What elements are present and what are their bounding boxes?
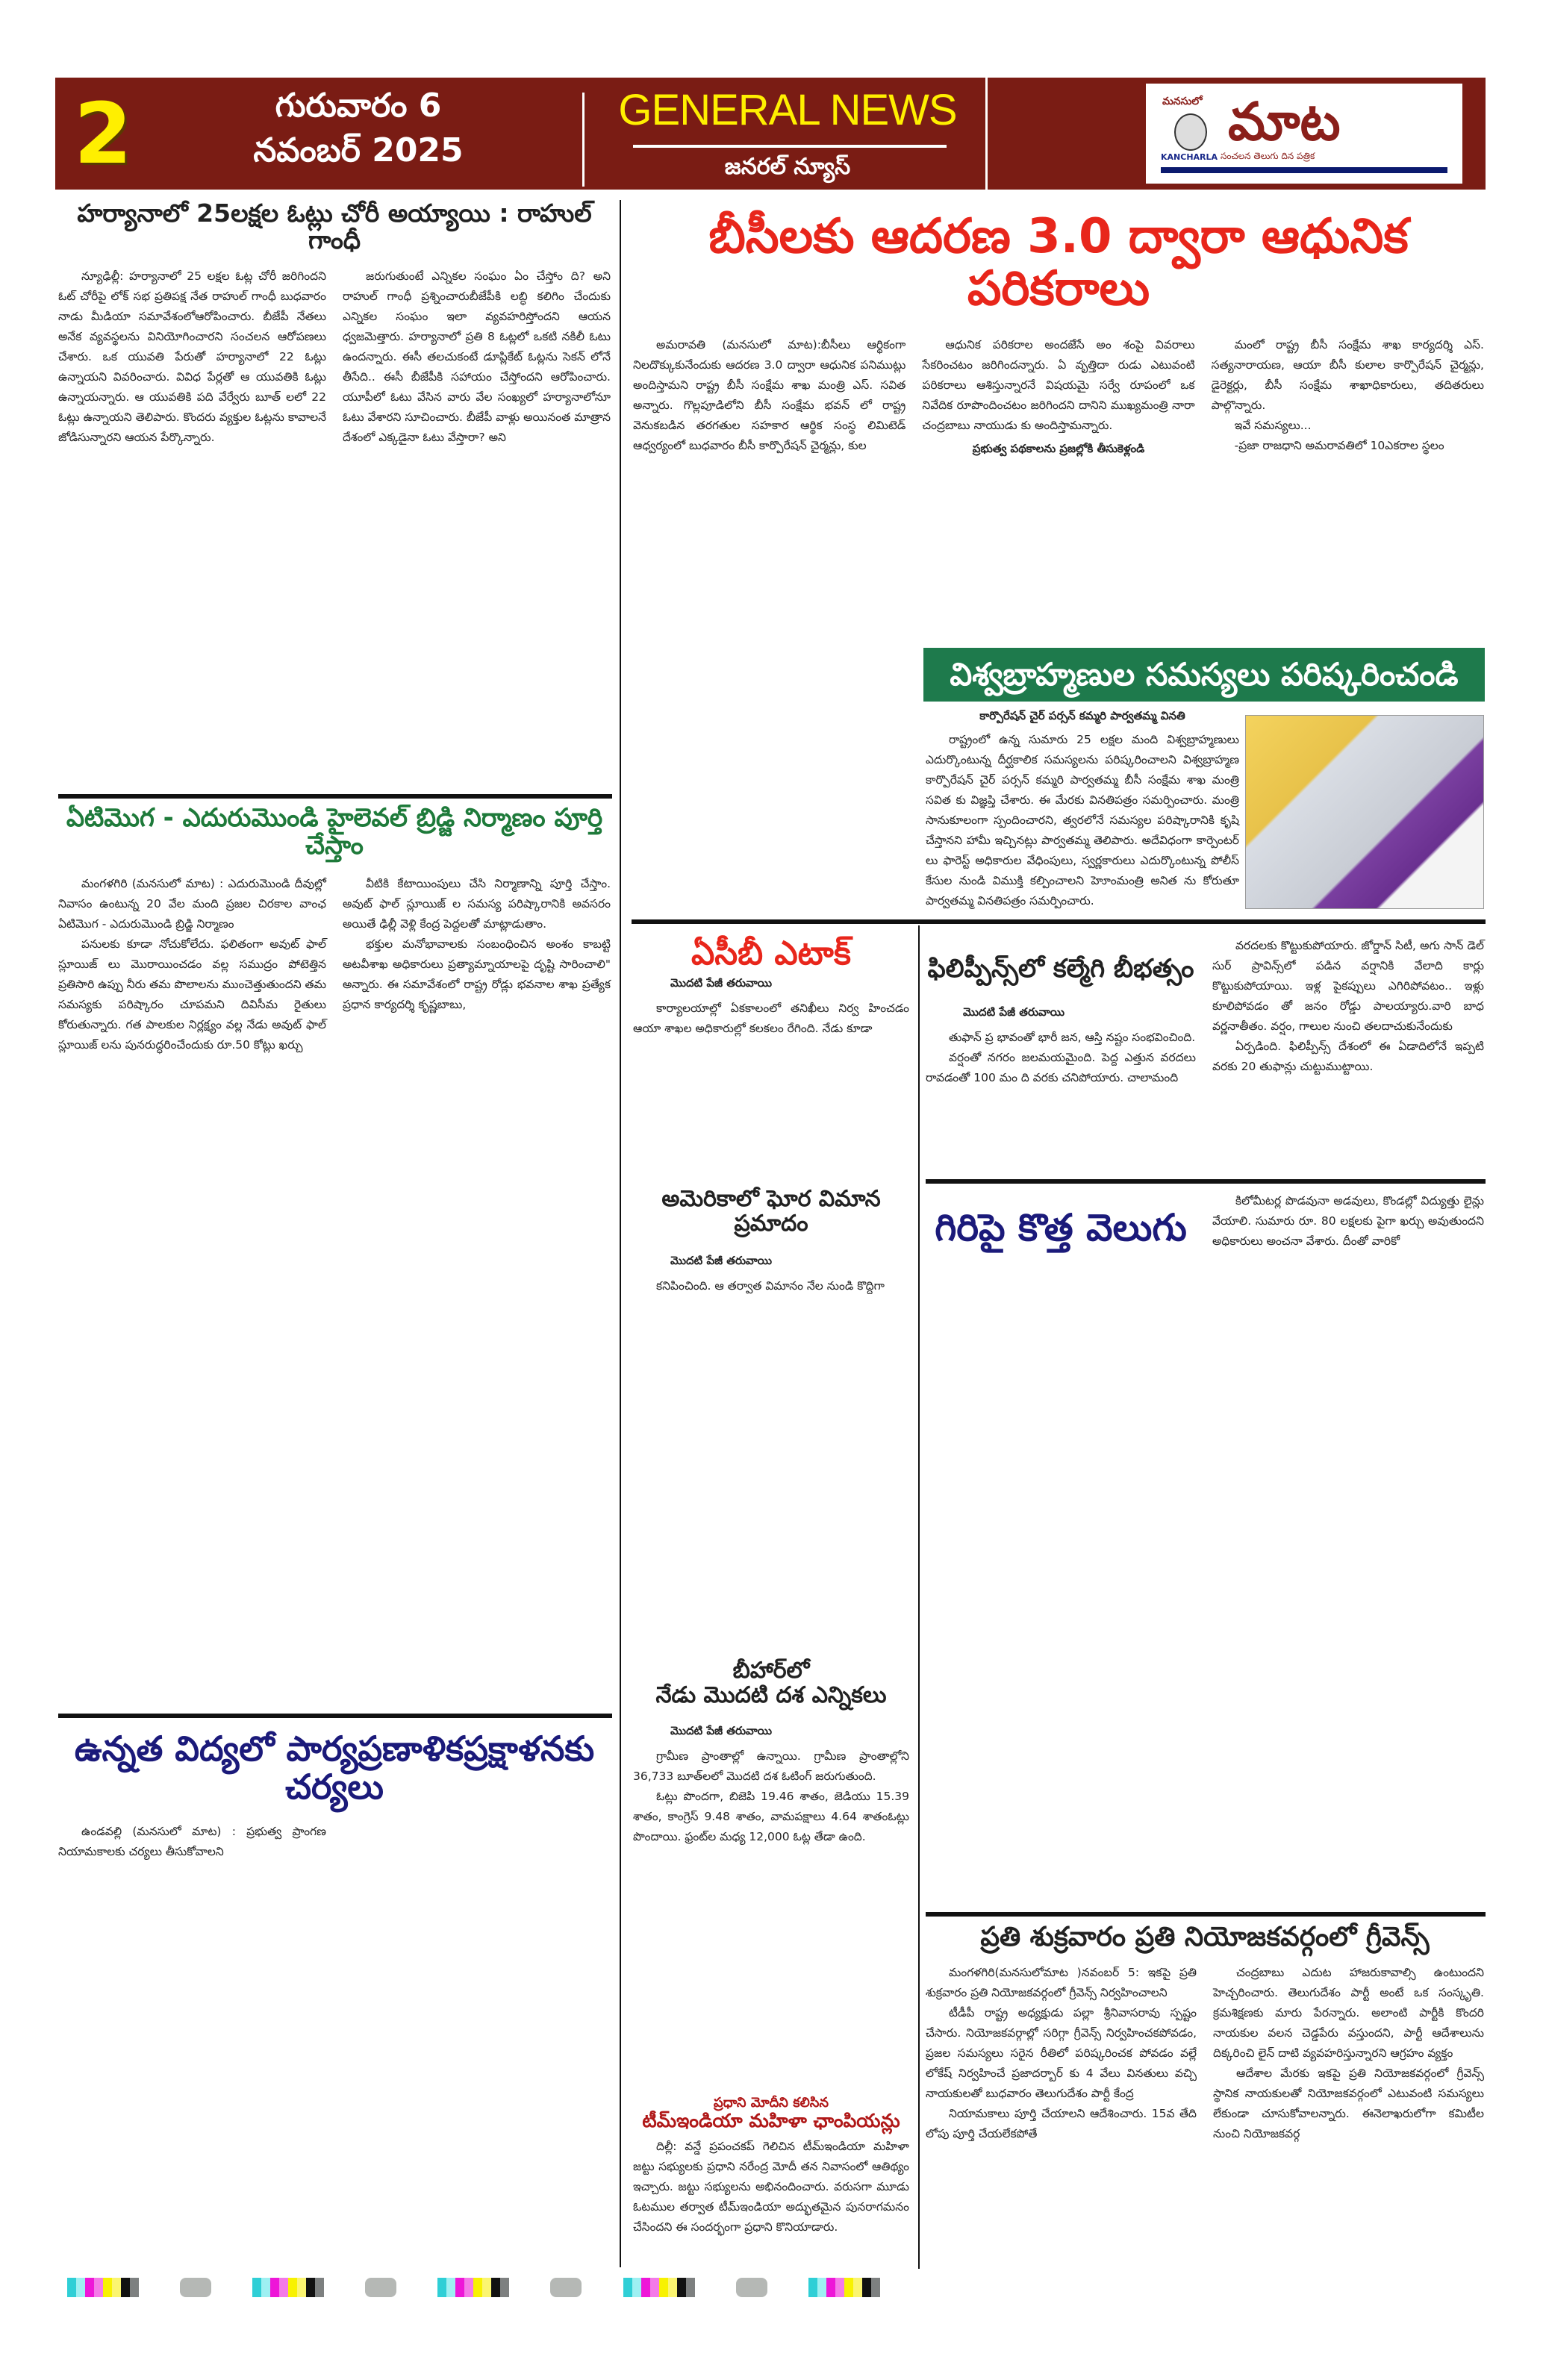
- article-america: [633, 1187, 909, 1296]
- paragraph: భక్తుల మనోభావాలకు సంబంధించిన అంశం కాబట్టి అటవీశాఖ అధికారులు ప్రత్యామ్నాయాలపై దృష్టి సారించాలి" అన్నారు. ఈ సమావేశంలో రాష్ట్ర రోడ్లు భవనాల శాఖ ప్రత్యేక ప్రధాన కార్యదర్శి కృష్ణబాబు,: [343, 937, 611, 1011]
- article-vishwabrahmin: [926, 706, 1239, 911]
- headline: హర్యానాలో 25లక్షల ఓట్లు చోరీ అయ్యాయి : రాహుల్ గాంధీ: [77, 199, 592, 255]
- paragraph: కనిపించింది. ఆ తర్వాత విమానం నేల నుండి కొద్దిగా: [656, 1279, 885, 1293]
- article-bridge: [58, 805, 611, 1755]
- kicker: మొదటి పేజీ తరువాయి: [670, 976, 773, 990]
- headline: బీహార్‌లో: [732, 1658, 810, 1684]
- article-acb: [633, 936, 909, 1039]
- headline: గిరిపై కొత్త వెలుగు: [935, 1206, 1187, 1249]
- date-month-year: నవంబర్ 2025: [253, 131, 464, 169]
- paragraph: గ్రామీణ ప్రాంతాల్లో ఉన్నాయి. గ్రామీణ ప్రాంతాల్లోని 36,733 బూత్‌లలో మొదటి దశ ఓటింగ్ జరుగుతుంది.: [633, 1749, 909, 1783]
- article-adarana: [633, 210, 1484, 678]
- section-rule: [58, 1714, 612, 1718]
- logo-bar: [1161, 167, 1447, 173]
- headline: ఫిలిప్పీన్స్‌లో కల్మేగి బీభత్సం: [927, 954, 1194, 984]
- article-body: [633, 1276, 909, 1296]
- article-bihar: [633, 1658, 909, 1847]
- news-photo: [1245, 715, 1484, 909]
- paragraph: మంలో రాష్ట్ర బీసీ సంక్షేమ శాఖ కార్యదర్శి ఎస్. సత్యనారాయణ, ఆయా బీసీ కులాల కార్పొరేషన్ చైర్మన్లు, డైరెక్టర్లు, బీసీ సంక్షేమ శాఖాధికారులు, తదితరులు పాల్గొన్నారు.: [1211, 337, 1484, 412]
- paragraph: -ప్రజా రాజధాని అమరావతిలో 10ఎకరాల స్థలం: [1234, 438, 1444, 452]
- article-body: [58, 874, 611, 1755]
- article-body: [926, 1963, 1484, 2284]
- paragraph: ఏర్పడింది. ఫిలిప్పీన్స్ దేశంలో ఈ ఏడాదిలోనే ఇప్పటి వరకు 20 తుఫాన్లు చుట్టుముట్టాయి.: [1212, 1040, 1484, 1073]
- headline-kicker: ప్రధాని మోదీని కలిసిన: [713, 2095, 829, 2111]
- article-body: [1212, 936, 1484, 1088]
- section-rule: [632, 919, 1486, 924]
- article-body: [926, 730, 1239, 911]
- paragraph: కార్యాలయాల్లో ఏకకాలంలో తనిఖీలు నిర్వ హించడం ఆయా శాఖల అధికారుల్లో కలకలం రేగింది. నేడు కూడా: [633, 1002, 909, 1036]
- paragraph: వీటికి కేటాయింపులు చేసి నిర్మాణాన్ని పూర్తి చేస్తాం. అవుట్ ఫాల్ స్లూయిజ్ ల సమస్య పరిష్కారానికి అవసరం అయితే ఢిల్లీ వెళ్లి కేంద్ర పెద్దలతో మాట్లాడుతాం.: [343, 876, 611, 931]
- paragraph: న్యూఢిల్లీ: హర్యానాలో 25 లక్షల ఓట్ల చోరీ జరిగిందని ఓట్ చోరీపై లోక్ సభ ప్రతిపక్ష నేత రాహుల్ గాంధీ బుధవారం నాడు మీడియా సమావేశంలోఆరోపించారు. బీజేపీ నేతలు అనేక వ్యవస్థలను వినియోగించారని సంచలన ఆరోపణలు చేశారు. ఒక యువతి పేరుతో హర్యానాలో 22 ఓట్లు ఉన్నాయని వివరించారు. వివిధ పేర్లతో ఆ యువతికి ఓట్లు ఉన్నాయన్నారు. ఆ యువతికి పది వేర్వేరు బూత్ లలో 22 ఓట్లు ఉన్నాయని తెలిపారు. కొందరు వ్యక్తుల ఓట్లను కావాలనే జోడిసున్నారని ఆయన పేర్కొన్నారు.: [58, 269, 326, 444]
- section-title-rule: [633, 145, 947, 148]
- article-education: [58, 1730, 611, 1862]
- column-divider: [620, 200, 621, 2267]
- headline: నేడు మొదటి దశ ఎన్నికలు: [655, 1682, 887, 1708]
- article-body: [58, 1822, 611, 1862]
- paragraph: పనులకు కూడా నోచుకోలేదు. ఫలితంగా అవుట్ ఫాల్ స్లూయిజ్ లు మొరాయించడం వల్ల సముద్రం పోటెత్తిన ప్రతిసారి ఉప్పు నీరు తమ పొలాలను ముంచెత్తుతుందని తమ సమస్యకు పరిష్కారం చూపమని దివిసీమ రైతులు కోరుతున్నారు. గత పాలకుల నిర్లక్ష్యం వల్ల నేడు అవుట్ ఫాల్ స్లూయిజ్ లను పునరుద్ధరించేందుకు రూ.50 కోట్లు ఖర్చు: [58, 937, 327, 1052]
- logo-small-text: మనసులో: [1162, 96, 1203, 107]
- article-body: [926, 1028, 1196, 1088]
- masthead-divider: [985, 78, 988, 190]
- article-body: [633, 335, 1484, 678]
- paragraph: అమరావతి (మనసులో మాట):బీసీలు ఆర్థికంగా నిలదొక్కుకునేందుకు ఆదరణ 3.0 ద్వారా ఆధునిక పనిముట్లు అందిస్తామని రాష్ట్ర బీసీ సంక్షేమ శాఖ మంత్రి ఎస్. సవిత అన్నారు. గొల్లపూడిలోని బీసీ సంక్షేమ భవన్ లో రాష్ట్ర వెనుకబడిన తరగతుల సహకార ఆర్థిక సంస్థ లిమిటెడ్ ఆధ్వర్యంలో బుధవారం బీసీ కార్పొరేషన్ చైర్మన్లు, కుల: [633, 337, 906, 452]
- headline: ప్రతి శుక్రవారం ప్రతి నియోజకవర్గంలో గ్రీవెన్స్: [980, 1922, 1430, 1952]
- section-title-en: GENERAL NEWS: [618, 86, 957, 134]
- article-grievance: [926, 1923, 1484, 2284]
- paragraph: రాష్ట్రంలో ఉన్న సుమారు 25 లక్షల మంది విశ్వబ్రాహ్మణులు ఎదుర్కొంటున్న దీర్ఘకాలిక సమస్యలను పరిష్కరించాలని విశ్వబ్రాహ్మణ కార్పొరేషన్ చైర్ పర్సన్ కమ్మరి పార్వతమ్మ బీసీ సంక్షేమ శాఖ మంత్రి సవిత కు విజ్ఞప్తి చేశారు. ఈ మేరకు వినతిపత్రం సమర్పించారు. మంత్రి సానుకూలంగా స్పందించారని, త్వరలోనే సమస్యల పరిష్కారానికి కృషి చేస్తానని హామీ ఇచ్చినట్లు పార్వతమ్మ తెలిపారు. అదేవిధంగా కార్పెంటర్ లు ఫారెస్ట్ అధికారుల వేధింపులు, స్వర్ణకారులు ఎదుర్కొంటున్న పోలీస్ కేసుల నుండి విముక్తి కల్పించాలని హెూంమంత్రి అనిత ను కోరుతూ పార్వతమ్మ వినతిపత్రం సమర్పించారు.: [926, 733, 1239, 908]
- paragraph: ఆధునిక పరికరాల అందజేసే అం శంపై వివరాలు సేకరించటం జరిగిందన్నారు. ఏ వృత్తిదా రుడు ఎటువంటి పరికరాలు ఆశిస్తున్నారనే విషయమై సర్వే రూపంలో ఒక నివేదిక రూపొందించటం జరిగిందని దానిని ముఖ్యమంత్రి నారా చంద్రబాబు నాయుడు కు అందిస్తామన్నారు.: [922, 337, 1195, 432]
- headline: ఏసీబీ ఎటాక్: [691, 934, 852, 972]
- paragraph: చంద్రబాబు ఎదుట హాజరుకావాల్సి ఉంటుందని హెచ్చరించారు. తెలుగుదేశం పార్టీ అంటే ఒక సంస్కృతి. క్రమశిక్షణకు మారు పేరన్నారు. అలాంటి పార్టీకి కొందరి నాయకుల వలన చెడ్డపేరు వస్తుందని, పార్టీ ఆదేశాలును దిక్కరించి లైన్ దాటి వ్యవహరిస్తున్నారని ఆగ్రహం వ్యక్తం: [1213, 1965, 1484, 2060]
- logo-tagline: సంచలన తెలుగు దిన పత్రిక: [1221, 151, 1315, 161]
- logo-main-text: మాట: [1228, 91, 1341, 152]
- paragraph: జరుగుతుంటే ఎన్నికల సంఘం ఏం చేస్తోం ది? అని రాహుల్ గాంధీ ప్రశ్నించారుబీజేపీకి లబ్ధి కలిగిం చేందుకు ఎన్నికల సంఘం ఇలా వ్యవహరిస్తోందని ఆయన ధ్వజమెత్తారు. హర్యానాలో ప్రతి 8 ఓట్లలో ఒకటి నకిలీ ఓటు ఉందన్నారు. ఈసీ తలచుకంటే డూప్లికేట్ ఓట్లను సెకన్ లోనే తీసేది.. ఈసీ బీజేపీకి సహాయం చేస్తోందని ఆరోపించారు. యూపీలో ఓటు వేసిన వారు వేల సంఖ్యలో హర్యానాలోనూ ఓటు వేశారని సూచించారు. బీజేపీ వాళ్లు అయినంత మాత్రాన దేశంలో ఎక్కడైనా ఓటు వేస్తారా? అని: [343, 269, 611, 444]
- article-body: [633, 1746, 909, 1847]
- paragraph: వర్షంతో నగరం జలమయమైంది. పెద్ద ఎత్తున వరదలు రావడంతో 100 మం ది వరకు చనిపోయారు. చాలామంది: [926, 1051, 1196, 1085]
- subheading: ప్రభుత్వ పథకాలను ప్రజల్లోకి తీసుకెళ్లండి: [972, 441, 1145, 455]
- article-body: [58, 266, 611, 819]
- newspaper-logo: [1146, 84, 1462, 184]
- section-title-te: జనరల్ న్యూస్: [724, 154, 851, 180]
- logo-kancharla: KANCHARLA: [1161, 152, 1218, 162]
- column-divider: [918, 925, 920, 2269]
- headline: ఏటిమొగ - ఎదురుమొండి హైలెవల్ బ్రిడ్జి నిర్మాణం పూర్తి చేస్తాం: [66, 803, 603, 861]
- headline: టీమ్ఇండియా మహిళా ఛాంపియన్లు: [642, 2109, 900, 2131]
- paragraph: నియామకాలు పూర్తి చేయాలని ఆదేశించారు. 15వ తేది లోపు పూర్తి చేయలేకపోతే: [926, 2106, 1197, 2140]
- paragraph: దిల్లీ: వన్డే ప్రపంచకప్ గెలిచిన టీమ్ఇండియా మహిళా జట్టు సభ్యులకు ప్రధాని నరేంద్ర మోదీ తన నివాసంలో ఆతిథ్యం ఇచ్చారు. జట్టు సభ్యులను అభినందించారు. వరుసగా మూడు ఓటముల తర్వాత టీమ్ఇండియా అద్భుతమైన పునరాగమనం చేసిందని ఈ సందర్భంగా ప్రధాని కొనియాడారు.: [633, 2140, 909, 2234]
- paragraph: మంగళగిరి (మనసులో మాట) : ఎదురుమొండి దీవుల్లో నివాసం ఉంటున్న 20 వేల మంది ప్రజల చిరకాల వాంఛ ఏటిమొగ - ఎదురుమొండి బ్రిడ్జి నిర్మాణం: [58, 876, 326, 931]
- section-rule: [926, 1179, 1486, 1184]
- kicker: మొదటి పేజీ తరువాయి: [670, 1254, 773, 1267]
- paragraph: వరదలకు కొట్టుకుపోయారు. జోర్డాన్ సిటీ, అగు సాన్ డెల్ సుర్ ప్రావిన్స్‌లో పడిన వర్షానికి వేలాది కార్లు కొట్టుకుపోయాయి. ఇళ్ల పైకప్పులు ఎగిరిపోవటం.. ఇళ్లు కూలిపోవడం తో జనం రోడ్డు పాలయ్యారు.వారి బాధ వర్ణనాతీతం. వర్షం, గాలుల నుంచి తలదాచుకునేందుకు: [1212, 939, 1484, 1033]
- article-philippines: [926, 936, 1484, 1088]
- headline: బీసీలకు ఆదరణ 3.0 ద్వారా ఆధునిక పరికరాలు: [708, 209, 1409, 317]
- paragraph: ఆదేశాల మేరకు ఇకపై ప్రతి నియోజకవర్గంలో గ్రీవెన్స్ స్థానిక నాయకులతో నియోజకవర్గంలో ఎటువంటి సమస్యలు లేకుండా చూసుకోవాలన్నారు. ఈనెలాఖరులోగా కమిటీల నుంచి నియోజకవర్గ: [1213, 2066, 1484, 2140]
- kicker: మొదటి పేజీ తరువాయి: [670, 1724, 773, 1737]
- article-body: [633, 2137, 909, 2237]
- paragraph: ఇవే సమస్యలు...: [1234, 418, 1312, 432]
- headline: ఉన్నత విద్యలో పార్యప్రణాళికప్రక్షాళనకు చర్యలు: [74, 1728, 595, 1807]
- article-body: [1212, 1191, 1484, 1252]
- section-rule: [58, 794, 612, 799]
- page-number: 2: [74, 86, 132, 183]
- section-rule: [926, 1912, 1486, 1917]
- issue-date: [187, 84, 530, 173]
- paragraph: టీడీపీ రాష్ట్ర అధ్యక్షుడు పల్లా శ్రీనివాసరావు స్పష్టం చేసారు. నియోజకవర్గాల్లో సరిగ్గా గ్రీవెన్స్ నిర్వహించకపోవడం, ప్రజల సమస్యలు సరైన రీతిలో పరిష్కరించక పోవడం వల్లే లోకేష్ నిర్వహించే ప్రజాదర్బార్ కు 4 వేలు వినతులు వచ్చి నాయకులతో బుధవారం తెలుగుదేశం పార్టీ కేంద్ర: [926, 2005, 1197, 2100]
- paragraph: కిలోమీటర్ల పొడవునా అడవులు, కొండల్లో విద్యుత్తు లైన్లు వేయాలి. సుమారు రూ. 80 లక్షలకు పైగా ఖర్చు అవుతుందని అధికారులు అంచనా వేశారు. దీంతో వారికో: [1212, 1194, 1484, 1248]
- date-weekday: గురువారం 6: [275, 87, 442, 125]
- headline: అమెరికాలో ఘోర విమాన ప్రమాదం: [661, 1186, 881, 1237]
- kicker: మొదటి పేజీ తరువాయి: [963, 1005, 1065, 1019]
- paragraph: మంగళగిరి(మనసులోమాట )నవంబర్ 5: ఇకపై ప్రతి శుక్రవారం ప్రతి నియోజకవర్గంలో గ్రీవెన్స్ నిర్వహించాలని: [926, 1965, 1197, 1999]
- article-haryana: [58, 200, 611, 819]
- print-color-bar: [67, 2278, 1486, 2297]
- article-teamindia: [633, 2096, 909, 2237]
- paragraph: ఉండవల్లి (మనసులో మాట) : ప్రభుత్వ ప్రాంగణ నియామకాలకు చర్యలు తీసుకోవాలని: [58, 1825, 326, 1859]
- paragraph: తుఫాన్ ప్ర భావంతో భారీ జన, ఆస్తి నష్టం సంభవించింది.: [949, 1031, 1196, 1045]
- founder-portrait-icon: [1174, 113, 1207, 151]
- banner-headline: విశ్వబ్రాహ్మణుల సమస్యలు పరిష్కరించండి: [923, 648, 1485, 702]
- article-giripai: [926, 1191, 1484, 1252]
- masthead-divider: [582, 93, 585, 187]
- article-body: [633, 999, 909, 1039]
- paragraph: ఓట్లు పొందగా, బిజెపి 19.46 శాతం, జెడియు 15.39 శాతం, కాంగ్రెస్ 9.48 శాతం, వామపక్షాలు 4.64 శాతంఓట్లు పొందాయి. ఫ్రంట్‌ల మధ్య 12,000 ఓట్ల తేడా ఉంది.: [633, 1790, 909, 1843]
- subheading: కార్పొరేషన్ చైర్ పర్సన్ కమ్మరి పార్వతమ్మ వినతి: [979, 709, 1185, 722]
